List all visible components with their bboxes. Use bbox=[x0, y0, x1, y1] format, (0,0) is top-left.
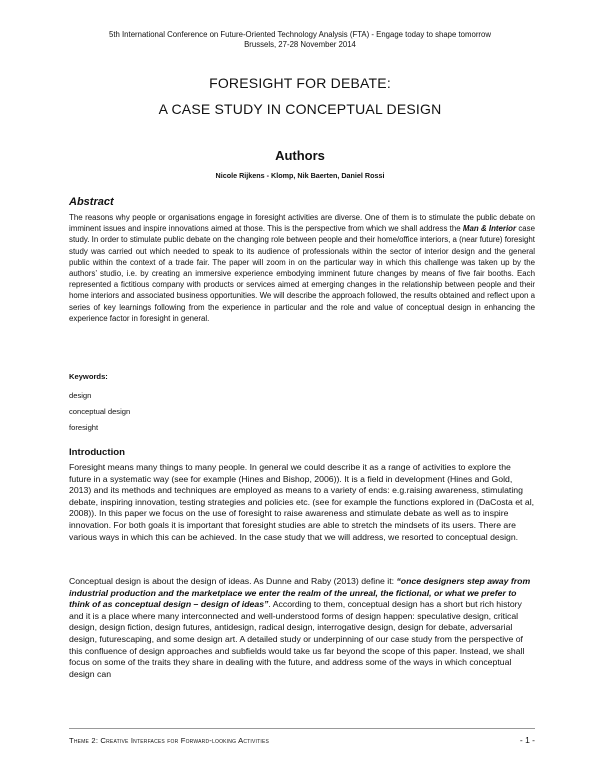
abstract-emphasis: Man & Interior bbox=[462, 224, 517, 234]
dunne-raby-quote: “once designers step away from industrial production and the marketplace we enter the realm of the unreal, the fictional, or what we prefer to think of as conceptual design – design of ideas” bbox=[69, 576, 531, 610]
paper-title-line2: A CASE STUDY IN CONCEPTUAL DESIGN bbox=[158, 101, 442, 117]
keyword-item: foresight bbox=[69, 423, 99, 432]
conference-header bbox=[40, 30, 560, 50]
page-number: - 1 - bbox=[519, 735, 535, 745]
abstract-text-part2: case study. In order to stimulate public debate on the changing role between people and their home/office interiors, a (near future) foresight study was carried out which needed to speak to its audience of professionals within the sector of interior design and the general public within the context of a trade fair. The paper will zoom in on the particular way in which this challenge was taken up by the authors’ studio, i.e. by creating an immersive experience embodying imminent future changes by means of five fair booths. Each represented a fictitious company with products or services aimed at emerging changes in the relationship between people and their home interiors and associated business opportunities. We will describe the approach followed, the results obtained and reflect upon a series of key learnings following from the experience in particular and the role and value of conceptual design in enhancing the experience factor in foresight in general. bbox=[69, 224, 535, 323]
introduction-heading: Introduction bbox=[69, 447, 125, 458]
paper-title-line1: FORESIGHT FOR DEBATE: bbox=[209, 75, 391, 91]
introduction-paragraph-2 bbox=[69, 576, 535, 680]
footer-theme: Theme 2: Creative Interfaces for Forward-looking Activities bbox=[69, 736, 270, 745]
abstract-text bbox=[69, 212, 535, 324]
keyword-item: design bbox=[69, 391, 92, 400]
introduction-paragraph-2-part2: . According to them, conceptual design has a short but rich history and it is a place where many interconnected and well-understood forms of design happen: speculative design, critical design, design fiction, design futures, antidesign, radical design, interrogative design, design for debate, adversarial design, futurescaping, and some design art. A detailed study or underpinning of our case study from the perspective of this confluence of design approaches and subfields would take us far beyond the scope of this paper. Instead, we shall focus on some of the traits they share in dealing with the future, and address some of the ways in which conceptual design can bbox=[69, 599, 525, 679]
author-names: Nicole Rijkens - Klomp, Nik Baerten, Daniel Rossi bbox=[215, 171, 385, 180]
footer-divider bbox=[69, 728, 535, 729]
conference-header-line2: Brussels, 27-28 November 2014 bbox=[244, 40, 356, 49]
authors-heading: Authors bbox=[275, 148, 325, 163]
keyword-item: conceptual design bbox=[69, 407, 131, 416]
keywords-heading: Keywords: bbox=[69, 372, 108, 381]
abstract-text-part1: The reasons why people or organisations engage in foresight activities are diverse. One of them is to stimulate the public debate on imminent issues and inspire innovations aimed at those. This is the perspective from which we shall address the bbox=[69, 213, 535, 234]
introduction-paragraph-1: Foresight means many things to many people. In general we could describe it as a range of activities to explore the future in a systematic way (see for example (Hines and Bishop, 2006)). It is a field in development (Hines and Gold, 2013) and its methods and techniques are employed as means to a variety of ends: e.g.raising awareness, stimulating debate, inspiring innovation, testing strategies and policies etc. (see for example the functions explored in (DaCosta et al, 2008)). In this paper we focus on the use of foresight to raise awareness and stimulate debate as well as to inspire innovation. For both goals it is important that foresight studies are able to stretch the mindsets of its users. There are various ways in which this can be achieved. In the case study that we will address, we resorted to conceptual design. bbox=[69, 462, 535, 542]
conference-header-line1: 5th International Conference on Future-Oriented Technology Analysis (FTA) - Engage today to shape tomorrow bbox=[109, 30, 491, 39]
introduction-paragraph-2-part1: Conceptual design is about the design of ideas. As Dunne and Raby (2013) define it: bbox=[69, 576, 397, 586]
abstract-heading: Abstract bbox=[69, 196, 114, 208]
